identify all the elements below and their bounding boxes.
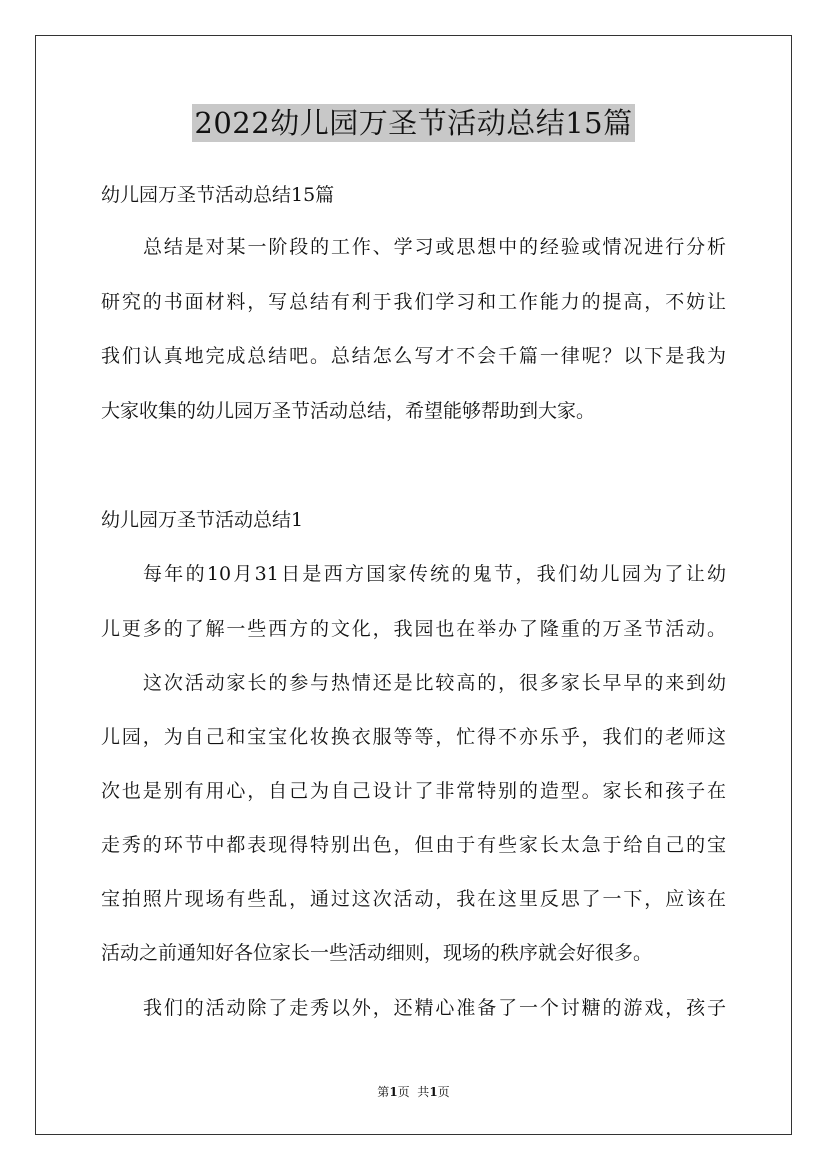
paragraph2-line-4: 走秀的环节中都表现得特别出色，但由于有些家长太急于给自己的宝 (101, 834, 726, 856)
paragraph1-line-2: 儿更多的了解一些西方的文化，我园也在举办了隆重的万圣节活动。 (101, 618, 726, 640)
footer-page-prefix: 第 (377, 1085, 390, 1099)
paragraph2-line-6: 活动之前通知好各位家长一些活动细则，现场的秩序就会好很多。 (101, 942, 653, 964)
document-title: 2022幼儿园万圣节活动总结15篇 (194, 106, 633, 140)
paragraph2-line-3: 次也是别有用心，自己为自己设计了非常特别的造型。家长和孩子在 (101, 780, 726, 802)
paragraph3-line-1: 我们的活动除了走秀以外，还精心准备了一个讨糖的游戏，孩子 (143, 997, 726, 1019)
document-subtitle: 幼儿园万圣节活动总结15篇 (101, 184, 335, 206)
paragraph1-line-1: 每年的10月31日是西方国家传统的鬼节，我们幼儿园为了让幼 (143, 563, 726, 585)
footer-page-suffix: 页 (437, 1085, 450, 1099)
paragraph2-line-2: 儿园，为自己和宝宝化妆换衣服等等，忙得不亦乐乎，我们的老师这 (101, 726, 726, 748)
intro-line-4: 大家收集的幼儿园万圣节活动总结，希望能够帮助到大家。 (101, 400, 596, 422)
footer-page-current: 1 (389, 1085, 398, 1099)
footer-page-mid: 页 共 (397, 1085, 430, 1099)
paragraph2-line-1: 这次活动家长的参与热情还是比较高的，很多家长早早的来到幼 (143, 672, 726, 694)
title-container (0, 104, 827, 142)
intro-line-1: 总结是对某一阶段的工作、学习或思想中的经验或情况进行分析 (143, 236, 726, 258)
paragraph2-line-5: 宝拍照片现场有些乱，通过这次活动，我在这里反思了一下，应该在 (101, 888, 726, 910)
intro-line-3: 我们认真地完成总结吧。总结怎么写才不会千篇一律呢？以下是我为 (101, 345, 726, 367)
section-heading-1: 幼儿园万圣节活动总结1 (101, 509, 304, 531)
intro-line-2: 研究的书面材料，写总结有利于我们学习和工作能力的提高，不妨让 (101, 291, 726, 313)
footer-page-total: 1 (429, 1085, 438, 1099)
page-footer (0, 1084, 827, 1100)
